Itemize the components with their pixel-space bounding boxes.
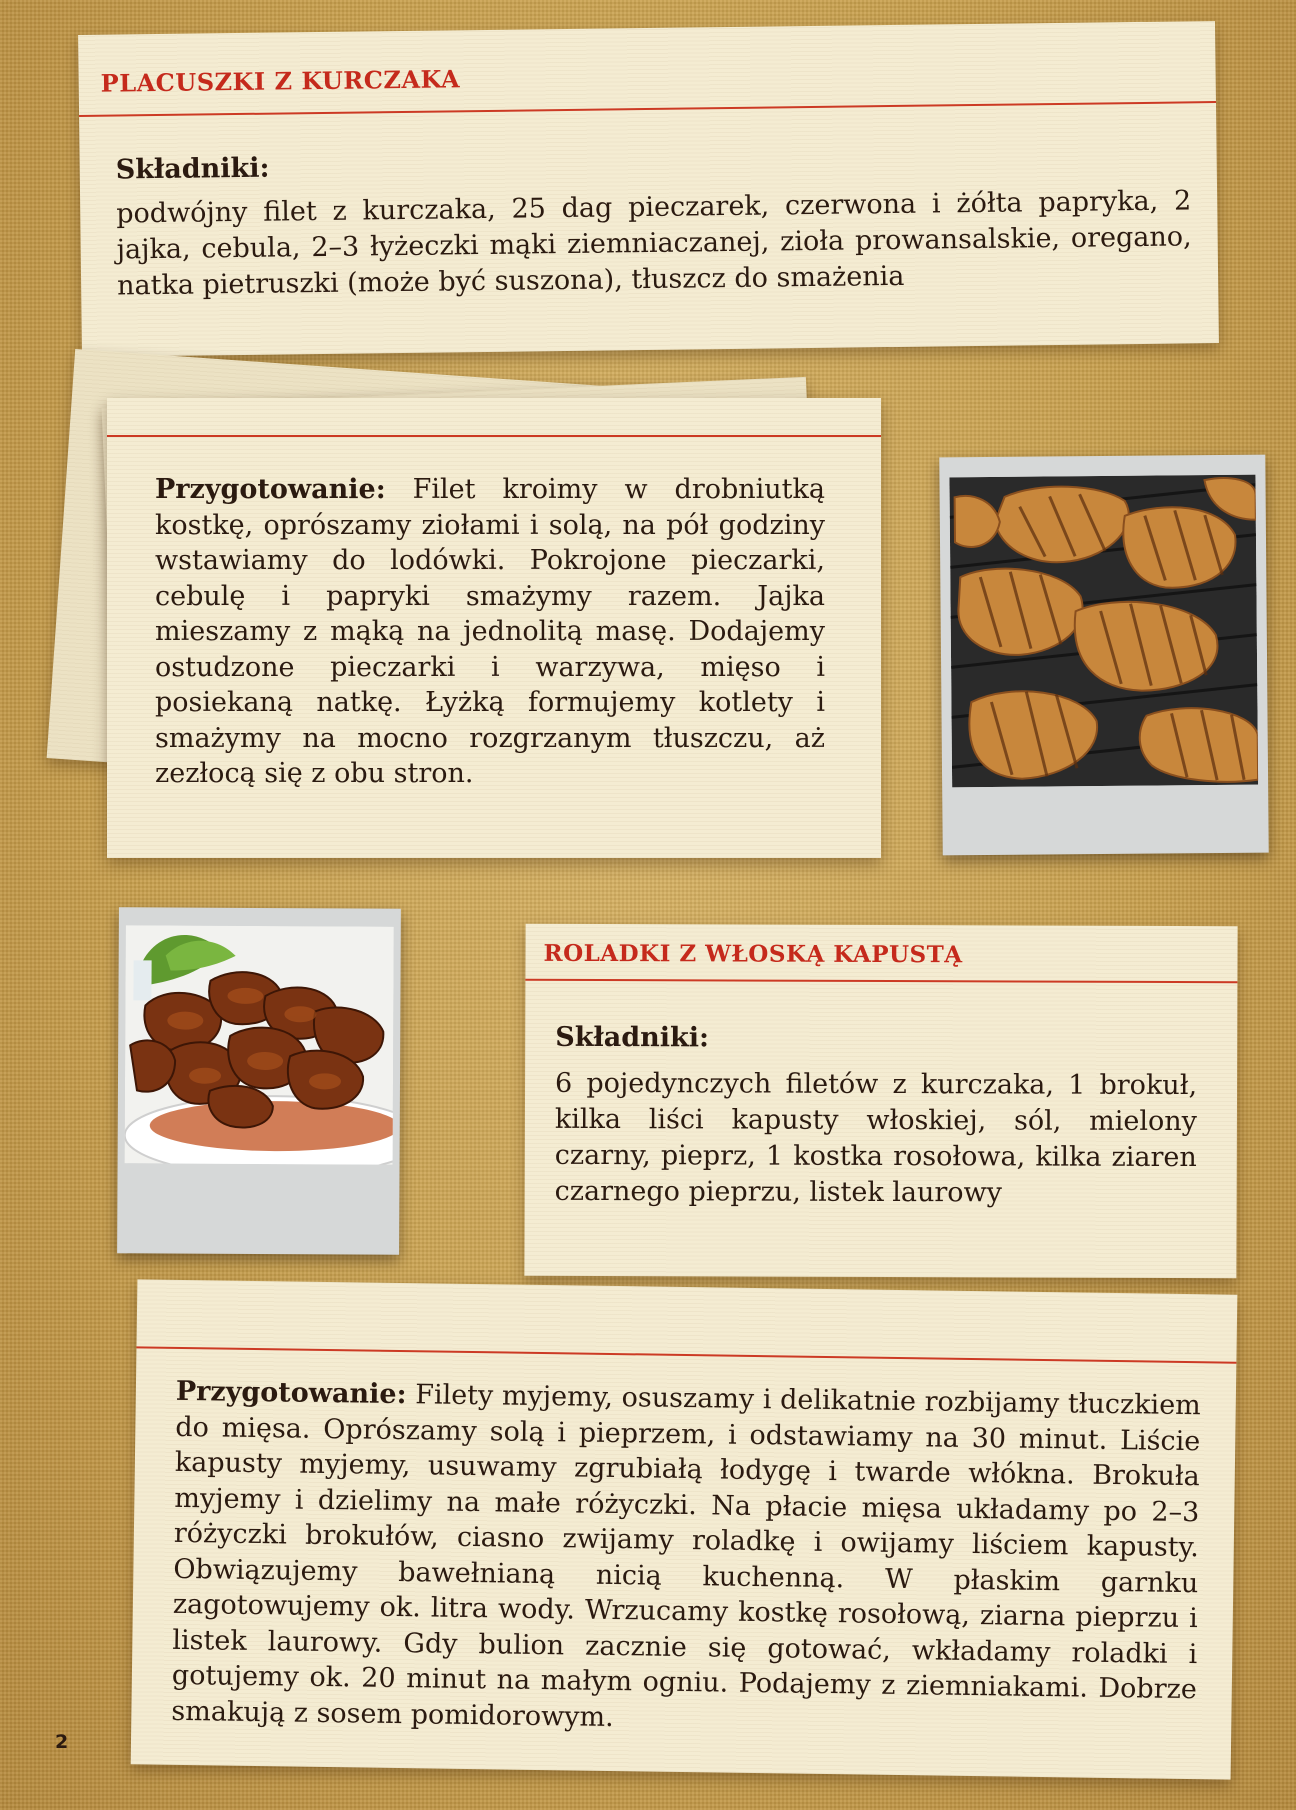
recipe1-preparation-label: Przygotowanie: [155, 474, 386, 505]
recipe2-preparation-paragraph [171, 1374, 1201, 1743]
recipe2-ingredients-text: 6 pojedynczych filetów z kurczaka, 1 brokuł, kilka liści kapusty włoskiej, sól, mielony czarny, pieprz, 1 kostka rosołowa, kilka ziaren czarnego pieprzu, listek laurowy [554, 1067, 1198, 1209]
recipe1-ingredients-label: Składniki: [115, 152, 270, 186]
recipe1-ingredients-card [78, 21, 1219, 357]
recipe1-preparation-text: Filet kroimy w drobniutką kostkę, oprószamy ziołami i solą, na pół godziny wstawiamy do lodówki. Pokrojone pieczarki, cebulę i papryki smażymy razem. Jajka mieszamy z mąką na jednolitą masę. Dodajemy ostudzone pieczarki i warzywa, mięso i posiekaną natkę. Łyżką formujemy kotlety i smażymy na mocno rozgrzanym tłuszczu, aż zezłocą się z obu stron. [155, 474, 825, 789]
grilled-chicken-image [949, 475, 1258, 788]
recipe2-preparation-label: Przygotowanie: [175, 1375, 407, 1411]
recipe1-preparation-card [107, 398, 881, 858]
recipe1-preparation-rule [107, 435, 881, 437]
chicken-wings-image [125, 925, 394, 1164]
recipe1-title: PLACUSZKI Z KURCZAKA [100, 64, 461, 98]
recipe2-title-rule [525, 979, 1237, 983]
recipe2-title: ROLADKI Z WŁOSKĄ KAPUSTĄ [543, 939, 963, 969]
chicken-wings-photo [117, 907, 401, 1254]
recipe2-preparation-rule [136, 1346, 1236, 1363]
recipe2-ingredients-label: Składniki: [555, 1021, 710, 1054]
grilled-chicken-photo [939, 455, 1268, 856]
recipe2-preparation-text: Filety myjemy, osuszamy i delikatnie rozbijamy tłuczkiem do mięsa. Oprószamy solą i pieprzem, i odstawiamy na 30 minut. Liście kapusty myjemy, usuwamy zgrubiałą łodygę i twarde włókna. Brokuła myjemy i dzielimy na małe różyczki. Na płacie mięsa układamy po 2–3 różyczki brokułów, ciasno zwijamy roladkę i owijamy liściem kapusty. Obwiązujemy bawełnianą nicią kuchenną. W płaskim garnku zagotowujemy ok. litra wody. Wrzucamy kostkę rosołową, ziarna pieprzu i listek laurowy. Gdy bulion zacznie się gotować, wkładamy roladki i gotujemy ok. 20 minut na małym ogniu. Podajemy z ziemniakami. Dobrze smakują z sosem pomidorowym. [171, 1379, 1201, 1733]
page-number: 2 [55, 1731, 69, 1753]
recipe2-preparation-card [131, 1279, 1238, 1779]
recipe1-title-rule [79, 101, 1216, 117]
recipe2-ingredients-card [524, 924, 1237, 1278]
recipe1-ingredients-text: podwójny filet z kurczaka, 25 dag pieczarek, czerwona i żółta papryka, 2 jajka, cebula, 2–3 łyżeczki mąki ziemniaczanej, zioła prowansalskie, oregano, natka pietruszki (może być suszona), tłuszcz do smażenia [116, 185, 1192, 302]
recipe1-preparation-paragraph [155, 472, 825, 792]
